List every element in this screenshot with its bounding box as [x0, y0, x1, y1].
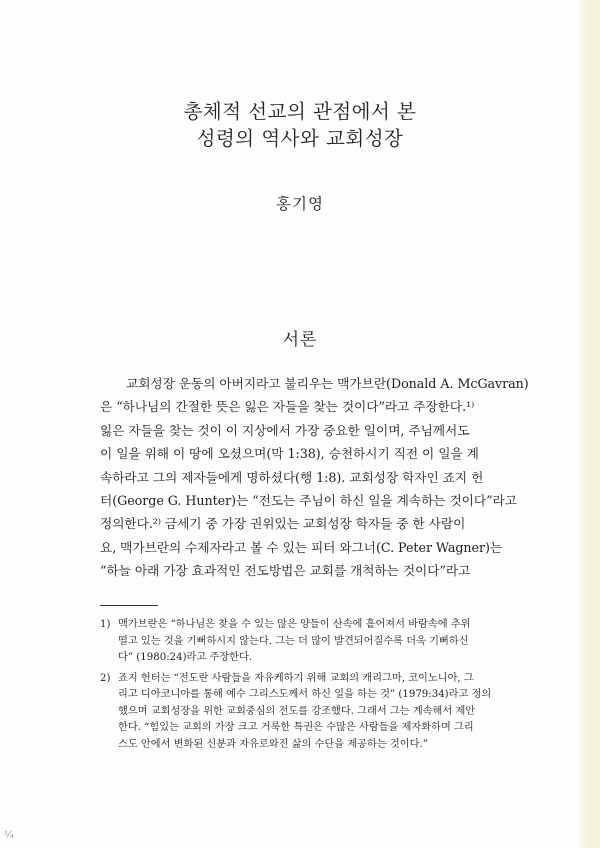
body-line: 속하라고 그의 제자들에게 명하셨다(행 1:8). 교회성장 학자인 죠지 헌 [100, 469, 484, 485]
body-paragraph [100, 372, 529, 583]
title-line-2: 성령의 역사와 교회성장 [196, 127, 404, 150]
footnote-line: 다” (1980:24)라고 주장한다. [118, 652, 253, 663]
footnote-line: 맥가브란은 “하나님은 찾을 수 있는 많은 양들이 산속에 흩어져서 바람속에 추위 [118, 619, 471, 630]
footnote-line: 죠지 헌터는 “전도란 사람들을 자유케하기 위해 교회의 캐리그마, 코이노니아, 그 [118, 672, 474, 684]
body-line: 터(George G. Hunter)는 “전도는 주님이 하신 일을 계속하는 것이다”라고 [100, 493, 517, 509]
article-title [0, 98, 600, 152]
footnote-divider [100, 605, 158, 606]
body-line: 은 “하나님의 간절한 뜻은 잃은 자들을 찾는 것이다”라고 주장한다.¹⁾ [100, 399, 475, 415]
body-line: 이 일을 위해 이 땅에 오셨으며(막 1:38), 승천하시기 직전 이 일을 계 [100, 446, 479, 462]
page-corner-mark: ¼ [4, 830, 14, 841]
footnote-line: 한다. “힘있는 교회의 가장 크고 거룩한 특권은 수많은 사람들을 제자화하며 그리 [118, 722, 474, 733]
footnote-line: 리고 디아코니아를 통해 예수 그리스도께서 하신 일을 하는 것” (1979:34)라고 정의 [118, 689, 492, 700]
body-line: 잃은 자들을 찾는 것이 이 지상에서 가장 중요한 일이며, 주님께서도 [100, 422, 470, 438]
author-name: 홍기영 [276, 195, 324, 213]
body-line: 교회성장 운동의 아버지라고 불리우는 맥가브란(Donald A. McGavran) [126, 376, 529, 391]
footnote-1 [100, 617, 510, 667]
title-line-1: 총체적 선교의 관점에서 본 [183, 100, 417, 123]
footnote-line: 했으며 교회성장을 위한 교회중심의 전도를 강조했다. 그래서 그는 계속해서 제안 [118, 705, 476, 717]
body-line: “하늘 아래 가장 효과적인 전도방법은 교회를 개척하는 것이다”라고 [100, 563, 471, 579]
footnote-number: 1) [100, 619, 111, 630]
footnote-line: 스도 안에서 변화된 신분과 자유로와진 삶의 수단을 제공하는 것이다.” [118, 738, 428, 750]
section-heading: 서론 [282, 330, 318, 350]
body-line: 정의한다.²⁾ 금세기 중 가장 권위있는 교회성장 학자들 중 한 사람이 [100, 516, 466, 532]
footnote-2 [100, 671, 510, 754]
footnote-line: 떨고 있는 것을 기뻐하시지 않는다. 그는 더 많이 발견되어질수록 더욱 기뻐하신 [118, 635, 469, 647]
footnote-number: 2) [100, 672, 111, 684]
footnotes [100, 617, 510, 757]
body-line: 요, 맥가브란의 수제자라고 볼 수 있는 피터 와그너(C. Peter Wagner)는 [100, 539, 503, 555]
